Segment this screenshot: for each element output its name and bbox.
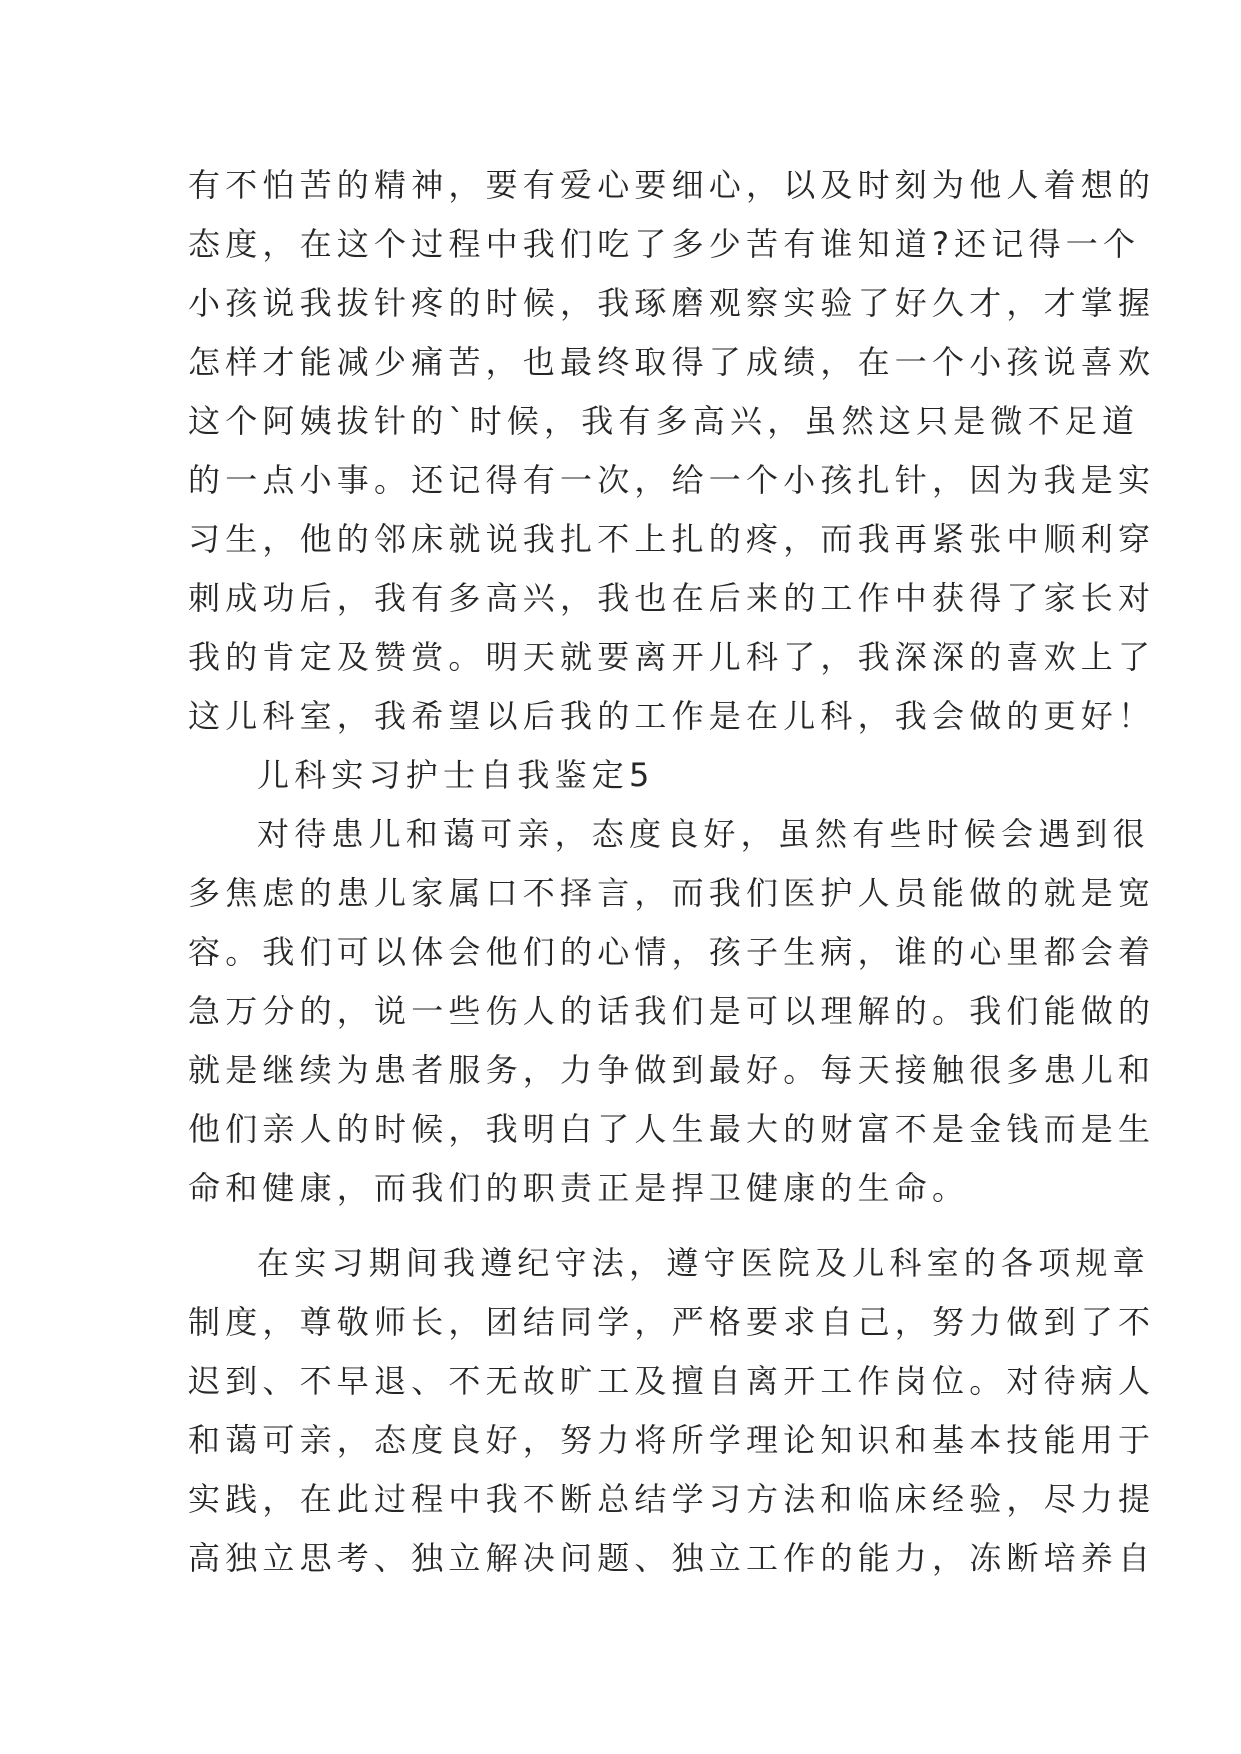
text-line: 这儿科室，我希望以后我的工作是在儿科，我会做的更好！ (188, 697, 1156, 735)
text-line: 命和健康，而我们的职责正是捍卫健康的生命。 (188, 1169, 970, 1207)
text-line: 他们亲人的时候，我明白了人生最大的财富不是金钱而是生 (188, 1110, 1156, 1148)
text-line: 我的肯定及赞赏。明天就要离开儿科了，我深深的喜欢上了 (188, 638, 1156, 676)
text-line: 迟到、不早退、不无故旷工及擅自离开工作岗位。对待病人 (188, 1362, 1156, 1400)
text-line: 实践，在此过程中我不断总结学习方法和临床经验，尽力提 (188, 1480, 1156, 1518)
text-line: 刺成功后，我有多高兴，我也在后来的工作中获得了家长对 (188, 579, 1156, 617)
text-line: 怎样才能减少痛苦，也最终取得了成绩，在一个小孩说喜欢 (188, 343, 1156, 381)
text-line: 高独立思考、独立解决问题、独立工作的能力，冻断培养自 (188, 1539, 1156, 1577)
text-line: 多焦虑的患儿家属口不择言，而我们医护人员能做的就是宽 (188, 874, 1156, 912)
paragraph-2 (188, 805, 1156, 1218)
text-line: 小孩说我拔针疼的时候，我琢磨观察实验了好久才，才掌握 (188, 284, 1156, 322)
text-line: 对待患儿和蔼可亲，态度良好，虽然有些时候会遇到很 (257, 815, 1150, 853)
text-line: 和蔼可亲，态度良好，努力将所学理论知识和基本技能用于 (188, 1421, 1156, 1459)
text-line: 的一点小事。还记得有一次，给一个小孩扎针，因为我是实 (188, 461, 1156, 499)
text-line: 态度，在这个过程中我们吃了多少苦有谁知道?还记得一个 (188, 225, 1141, 263)
text-line: 容。我们可以体会他们的心情，孩子生病，谁的心里都会着 (188, 933, 1156, 971)
text-line: 有不怕苦的精神，要有爱心要细心，以及时刻为他人着想的 (188, 166, 1156, 204)
text-line: 这个阿姨拔针的`时候，我有多高兴，虽然这只是微不足道 (188, 402, 1140, 440)
paragraph-continued (188, 156, 1156, 746)
text-line: 习生，他的邻床就说我扎不上扎的疼，而我再紧张中顺利穿 (188, 520, 1156, 558)
text-line: 在实习期间我遵纪守法，遵守医院及儿科室的各项规章 (257, 1244, 1150, 1282)
section-heading: 儿科实习护士自我鉴定5 (257, 756, 655, 794)
document-body (188, 156, 1156, 1588)
text-line: 就是继续为患者服务，力争做到最好。每天接触很多患儿和 (188, 1051, 1156, 1089)
paragraph-3 (188, 1234, 1156, 1588)
text-line: 急万分的，说一些伤人的话我们是可以理解的。我们能做的 (188, 992, 1156, 1030)
text-line: 制度，尊敬师长，团结同学，严格要求自己，努力做到了不 (188, 1303, 1156, 1341)
